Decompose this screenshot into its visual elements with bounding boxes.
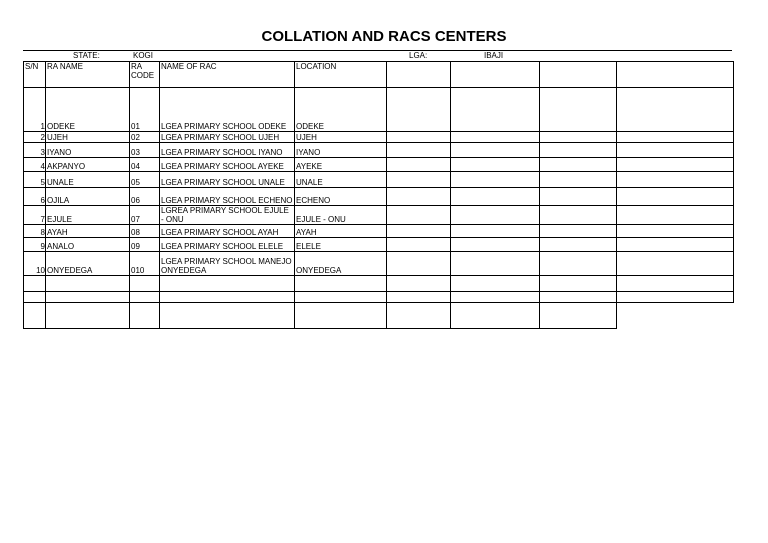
cell-ra-code: 05 xyxy=(130,172,160,188)
cell-location: EJULE - ONU xyxy=(295,206,387,225)
cell-rac-name: LGEA PRIMARY SCHOOL MANEJO ONYEDEGA xyxy=(160,252,295,276)
table-row xyxy=(24,206,734,225)
cell-location: ONYEDEGA xyxy=(295,252,387,276)
header-ra-code: RA CODE xyxy=(130,62,160,88)
table-row xyxy=(24,158,734,172)
cell-sn: 5 xyxy=(24,172,46,188)
cell-location: IYANO xyxy=(295,143,387,158)
cell-sn: 8 xyxy=(24,225,46,238)
cell-ra-code: 06 xyxy=(130,188,160,206)
cell-location: AYAH xyxy=(295,225,387,238)
table-row xyxy=(24,172,734,188)
table-row xyxy=(24,225,734,238)
cell-location: UNALE xyxy=(295,172,387,188)
empty-row xyxy=(24,303,734,329)
cell-ra-code: 01 xyxy=(130,88,160,132)
cell-location: ELELE xyxy=(295,238,387,252)
cell-ra-name: OJILA xyxy=(46,188,130,206)
lga-label: LGA: xyxy=(409,51,428,60)
header-location: LOCATION xyxy=(295,62,387,88)
cell-sn: 9 xyxy=(24,238,46,252)
cell-ra-name: AYAH xyxy=(46,225,130,238)
cell-ra-name: ANALO xyxy=(46,238,130,252)
cell-ra-code: 09 xyxy=(130,238,160,252)
cell-ra-name: ODEKE xyxy=(46,88,130,132)
cell-ra-name: IYANO xyxy=(46,143,130,158)
table-row xyxy=(24,143,734,158)
cell-sn: 10 xyxy=(24,252,46,276)
cell-location: ECHENO xyxy=(295,188,387,206)
lga-value: IBAJI xyxy=(484,51,504,60)
cell-sn: 2 xyxy=(24,132,46,143)
header-rac-name: NAME OF RAC xyxy=(160,62,295,88)
cell-ra-code: 07 xyxy=(130,206,160,225)
state-value: KOGI xyxy=(133,51,154,60)
cell-ra-name: AKPANYO xyxy=(46,158,130,172)
cell-location: AYEKE xyxy=(295,158,387,172)
cell-sn: 1 xyxy=(24,88,46,132)
cell-ra-code: 08 xyxy=(130,225,160,238)
cell-location: UJEH xyxy=(295,132,387,143)
state-label: STATE: xyxy=(73,51,100,60)
cell-ra-name: EJULE xyxy=(46,206,130,225)
table-row xyxy=(24,188,734,206)
cell-sn: 4 xyxy=(24,158,46,172)
cell-rac-name: LGEA PRIMARY SCHOOL ECHENO xyxy=(160,188,295,206)
rac-table xyxy=(23,61,734,329)
cell-rac-name: LGEA PRIMARY SCHOOL UNALE xyxy=(160,172,295,188)
cell-sn: 6 xyxy=(24,188,46,206)
table-row xyxy=(24,132,734,143)
cell-ra-name: ONYEDEGA xyxy=(46,252,130,276)
cell-sn: 7 xyxy=(24,206,46,225)
cell-rac-name: LGEA PRIMARY SCHOOL AYAH xyxy=(160,225,295,238)
cell-rac-name: LGEA PRIMARY SCHOOL UJEH xyxy=(160,132,295,143)
cell-ra-name: UNALE xyxy=(46,172,130,188)
cell-rac-name: LGREA PRIMARY SCHOOL EJULE - ONU xyxy=(160,206,295,225)
empty-row xyxy=(24,292,734,303)
header-sn: S/N xyxy=(24,62,46,88)
cell-ra-code: 03 xyxy=(130,143,160,158)
cell-ra-code: 02 xyxy=(130,132,160,143)
cell-rac-name: LGEA PRIMARY SCHOOL ODEKE xyxy=(160,88,295,132)
cell-rac-name: LGEA PRIMARY SCHOOL AYEKE xyxy=(160,158,295,172)
page-title: COLLATION AND RACS CENTERS xyxy=(261,28,507,45)
table-row xyxy=(24,238,734,252)
cell-location: ODEKE xyxy=(295,88,387,132)
cell-sn: 3 xyxy=(24,143,46,158)
table-row xyxy=(24,88,734,132)
cell-rac-name: LGEA PRIMARY SCHOOL IYANO xyxy=(160,143,295,158)
cell-ra-code: 010 xyxy=(130,252,160,276)
cell-ra-code: 04 xyxy=(130,158,160,172)
empty-row xyxy=(24,276,734,292)
header-ra-name: RA NAME xyxy=(46,62,130,88)
cell-ra-name: UJEH xyxy=(46,132,130,143)
header-row xyxy=(24,62,734,88)
cell-rac-name: LGEA PRIMARY SCHOOL ELELE xyxy=(160,238,295,252)
table-row xyxy=(24,252,734,276)
